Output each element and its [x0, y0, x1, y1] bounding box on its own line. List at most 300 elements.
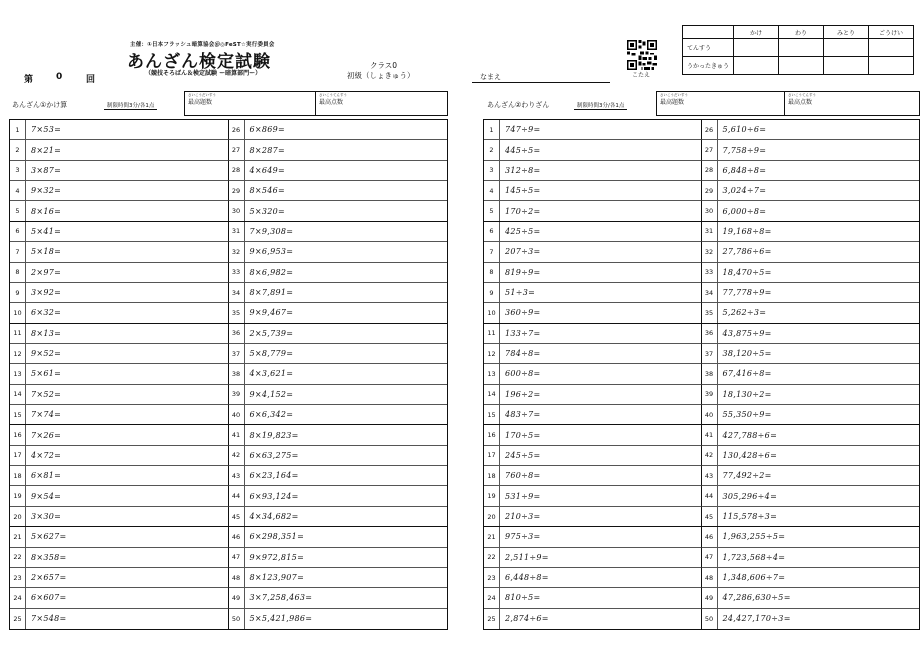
problem-number: 3 [484, 161, 500, 180]
problem-row[interactable] [484, 588, 702, 608]
problem-expression: 77,492÷2= [722, 471, 772, 481]
score-table [682, 25, 914, 75]
problem-expression: 1,348,606÷7= [722, 573, 786, 583]
problem-number: 1 [484, 120, 500, 139]
problem-row[interactable] [702, 364, 920, 384]
problem-expression: 245÷5= [505, 450, 541, 460]
problem-expression: 7×52= [31, 389, 62, 399]
problem-number: 24 [484, 588, 500, 607]
best-count-label: 最高題数 [188, 99, 213, 106]
problem-number: 30 [702, 201, 718, 220]
problem-expression: 9×6,953= [249, 247, 294, 257]
problem-row[interactable] [702, 466, 920, 486]
problem-expression: 170÷2= [505, 206, 541, 216]
problem-row[interactable] [702, 344, 920, 364]
problem-row[interactable] [702, 161, 920, 181]
problem-number: 9 [484, 283, 500, 302]
problem-number: 39 [229, 385, 245, 404]
problem-row[interactable] [229, 364, 448, 384]
problem-row[interactable] [702, 568, 920, 588]
problem-expression: 6,448÷8= [505, 573, 549, 583]
problem-row[interactable] [484, 527, 702, 547]
problem-row[interactable] [229, 548, 448, 568]
problem-number: 5 [484, 201, 500, 220]
problem-number: 19 [484, 486, 500, 505]
problem-row[interactable] [484, 161, 702, 181]
problem-number: 42 [229, 446, 245, 465]
problem-row[interactable] [10, 568, 229, 588]
score-cell[interactable] [869, 39, 914, 57]
problem-expression: 1,963,255÷5= [722, 532, 786, 542]
problem-number: 37 [229, 344, 245, 363]
problem-row[interactable] [10, 405, 229, 425]
score-cell[interactable] [869, 57, 914, 75]
problem-row[interactable] [702, 303, 920, 323]
problem-expression: 207÷3= [505, 247, 541, 257]
problem-row[interactable] [10, 120, 229, 140]
problem-expression: 6×81= [31, 471, 62, 481]
problem-expression: 5×627= [31, 532, 67, 542]
score-col-header: かけ [734, 26, 779, 39]
problem-expression: 7×9,308= [249, 226, 294, 236]
problem-row[interactable] [229, 527, 448, 547]
problem-row[interactable] [229, 324, 448, 344]
problem-expression: 196÷2= [505, 389, 541, 399]
problem-row[interactable] [484, 548, 702, 568]
problem-expression: 6×63,275= [249, 450, 299, 460]
problem-number: 45 [229, 507, 245, 526]
problem-number: 46 [229, 527, 245, 546]
problem-row[interactable] [10, 303, 229, 323]
best-count-ruby: さいこうだいすう [188, 93, 216, 97]
problem-number: 16 [484, 425, 500, 444]
problem-number: 44 [702, 486, 718, 505]
problem-expression: 2×657= [31, 573, 67, 583]
problem-number: 32 [702, 242, 718, 261]
problem-row[interactable] [229, 568, 448, 588]
problem-number: 8 [484, 263, 500, 282]
problem-expression: 445÷5= [505, 145, 541, 155]
problem-row[interactable] [10, 385, 229, 405]
problem-row[interactable] [484, 425, 702, 445]
score-col-header: みとり [824, 26, 869, 39]
problem-expression: 2×5,739= [249, 328, 294, 338]
problem-number: 21 [484, 527, 500, 546]
best-score-cell[interactable] [316, 92, 447, 115]
problem-row[interactable] [10, 161, 229, 181]
problem-row[interactable] [10, 283, 229, 303]
problem-number: 24 [10, 588, 26, 607]
problem-number: 36 [229, 324, 245, 343]
problem-number: 49 [702, 588, 718, 607]
problem-number: 33 [702, 263, 718, 282]
problem-expression: 24,427,170÷3= [722, 614, 791, 624]
problem-number: 1 [10, 120, 26, 139]
problem-expression: 305,296÷4= [722, 491, 778, 501]
problem-expression: 6×869= [249, 125, 286, 135]
problem-row[interactable] [702, 120, 920, 140]
problem-row[interactable] [229, 181, 448, 201]
problem-expression: 8×287= [249, 145, 286, 155]
page-title: あんざん検定試験 [127, 52, 271, 72]
problem-number: 41 [702, 425, 718, 444]
problem-number: 18 [10, 466, 26, 485]
problem-row[interactable] [229, 486, 448, 506]
problem-number: 6 [10, 222, 26, 241]
problem-number: 11 [10, 324, 26, 343]
problem-row[interactable] [484, 324, 702, 344]
score-cell[interactable] [779, 57, 824, 75]
problem-number: 19 [10, 486, 26, 505]
problem-number: 16 [10, 425, 26, 444]
problem-number: 29 [702, 181, 718, 200]
problem-number: 22 [484, 548, 500, 567]
problem-expression: 483÷7= [505, 410, 541, 420]
problem-expression: 51÷3= [505, 288, 536, 298]
problem-row[interactable] [484, 466, 702, 486]
problem-number: 4 [10, 181, 26, 200]
problem-row[interactable] [702, 283, 920, 303]
problem-row[interactable] [702, 527, 920, 547]
problem-expression: 18,470÷5= [722, 267, 772, 277]
score-cell[interactable] [824, 57, 869, 75]
problem-expression: 6×6,342= [249, 410, 294, 420]
problem-expression: 5×8,779= [249, 349, 294, 359]
problem-number: 31 [229, 222, 245, 241]
problem-number: 41 [229, 425, 245, 444]
problem-row[interactable] [484, 486, 702, 506]
qr-code-icon [627, 40, 657, 70]
problem-row[interactable] [702, 609, 920, 629]
time-limit-label: 制限時間3分/各1点 [104, 101, 157, 110]
problem-row[interactable] [702, 446, 920, 466]
problem-number: 40 [229, 405, 245, 424]
problem-row[interactable] [10, 344, 229, 364]
problem-expression: 427,788÷6= [722, 430, 778, 440]
problem-row[interactable] [229, 609, 448, 629]
problem-row[interactable] [484, 263, 702, 283]
score-table-corner [683, 26, 734, 39]
problem-expression: 7×26= [31, 430, 62, 440]
problem-number: 13 [484, 364, 500, 383]
problem-row[interactable] [484, 140, 702, 160]
problem-row[interactable] [229, 242, 448, 262]
score-col-header: わり [779, 26, 824, 39]
problem-grid-division [483, 119, 920, 630]
problem-row[interactable] [229, 405, 448, 425]
problem-expression: 784÷8= [505, 349, 541, 359]
problem-expression: 7×74= [31, 410, 62, 420]
problem-number: 48 [702, 568, 718, 587]
problem-row[interactable] [10, 446, 229, 466]
problem-row[interactable] [229, 466, 448, 486]
problem-number: 27 [702, 140, 718, 159]
problem-number: 35 [229, 303, 245, 322]
best-score-cell[interactable] [785, 92, 919, 115]
problem-number: 47 [702, 548, 718, 567]
problem-row[interactable] [10, 588, 229, 608]
problem-row[interactable] [10, 609, 229, 629]
problem-row[interactable] [229, 425, 448, 445]
problem-row[interactable] [702, 201, 920, 221]
problem-expression: 5×320= [249, 206, 286, 216]
problem-number: 46 [702, 527, 718, 546]
problem-number: 50 [702, 609, 718, 629]
problem-expression: 5×41= [31, 226, 62, 236]
problem-expression: 1,723,568÷4= [722, 552, 786, 562]
problem-expression: 6,000÷8= [722, 206, 767, 216]
problem-number: 18 [484, 466, 500, 485]
problem-row[interactable] [484, 181, 702, 201]
problem-expression: 8×16= [31, 206, 62, 216]
problem-expression: 6×298,351= [249, 532, 305, 542]
problem-expression: 8×7,891= [249, 288, 294, 298]
problem-number: 17 [10, 446, 26, 465]
problem-expression: 18,130÷2= [722, 389, 772, 399]
problem-row[interactable] [10, 527, 229, 547]
problem-expression: 6×607= [31, 593, 67, 603]
problem-row[interactable] [484, 222, 702, 242]
problem-row[interactable] [484, 242, 702, 262]
session-suffix: 回 [86, 75, 96, 85]
problem-row[interactable] [229, 507, 448, 527]
problem-row[interactable] [484, 344, 702, 364]
problem-expression: 4×72= [31, 450, 62, 460]
problem-row[interactable] [702, 242, 920, 262]
problem-row[interactable] [702, 486, 920, 506]
problem-expression: 360÷9= [505, 308, 541, 318]
problem-row[interactable] [229, 140, 448, 160]
problem-expression: 4×34,682= [249, 512, 299, 521]
problem-expression: 8×19,823= [249, 430, 299, 440]
problem-row[interactable] [229, 385, 448, 405]
session-prefix: 第 [24, 75, 34, 85]
problem-expression: 3,024÷7= [722, 186, 767, 196]
problem-row[interactable] [229, 263, 448, 283]
problem-row[interactable] [484, 507, 702, 527]
best-count-ruby: さいこうだいすう [660, 93, 688, 97]
problem-expression: 425÷5= [505, 226, 541, 236]
problem-expression: 7×548= [31, 614, 67, 624]
problem-row[interactable] [10, 201, 229, 221]
problem-expression: 6×23,164= [249, 471, 299, 481]
problem-number: 23 [484, 568, 500, 587]
problem-row[interactable] [702, 548, 920, 568]
problem-row[interactable] [10, 425, 229, 445]
problem-row[interactable] [10, 242, 229, 262]
problem-row[interactable] [484, 568, 702, 588]
problem-row[interactable] [10, 486, 229, 506]
answer-label: こたえ [632, 72, 651, 79]
problem-expression: 67,416÷8= [722, 369, 772, 379]
problem-row[interactable] [10, 466, 229, 486]
problem-row[interactable] [229, 201, 448, 221]
problem-expression: 55,350÷9= [722, 410, 772, 420]
problem-number: 42 [702, 446, 718, 465]
problem-number: 2 [10, 140, 26, 159]
problem-row[interactable] [229, 120, 448, 140]
name-label: なまえ [480, 73, 501, 81]
problem-number: 25 [484, 609, 500, 629]
problem-row[interactable] [702, 588, 920, 608]
page-subtitle: （競技そろばん＆検定試験 ー暗算部門ー） [145, 70, 262, 77]
problem-number: 27 [229, 140, 245, 159]
problem-number: 8 [10, 263, 26, 282]
problem-number: 43 [702, 466, 718, 485]
problem-expression: 8×546= [249, 186, 286, 196]
problem-number: 26 [702, 120, 718, 139]
problem-number: 29 [229, 181, 245, 200]
best-score-label: 最高点数 [788, 99, 813, 106]
problem-expression: 6×93,124= [249, 491, 299, 501]
problem-number: 20 [484, 507, 500, 526]
best-score-label: 最高点数 [319, 99, 344, 106]
problem-expression: 5,262÷3= [722, 308, 767, 318]
best-count-cell[interactable] [657, 92, 785, 115]
problem-expression: 6×32= [31, 308, 62, 318]
problem-number: 39 [702, 385, 718, 404]
score-cell[interactable] [734, 57, 779, 75]
problem-row[interactable] [10, 181, 229, 201]
problem-row[interactable] [229, 344, 448, 364]
problem-row[interactable] [10, 222, 229, 242]
problem-row[interactable] [484, 364, 702, 384]
problem-row[interactable] [229, 161, 448, 181]
problem-number: 40 [702, 405, 718, 424]
problem-number: 5 [10, 201, 26, 220]
problem-row[interactable] [484, 609, 702, 629]
problem-number: 6 [484, 222, 500, 241]
best-count-cell[interactable] [185, 92, 316, 115]
problem-row[interactable] [702, 181, 920, 201]
problem-number: 23 [10, 568, 26, 587]
problem-row[interactable] [702, 324, 920, 344]
problem-expression: 5×18= [31, 247, 62, 257]
problem-row[interactable] [229, 446, 448, 466]
problem-number: 12 [484, 344, 500, 363]
problem-row[interactable] [702, 222, 920, 242]
problem-row[interactable] [229, 588, 448, 608]
problem-expression: 8×13= [31, 328, 62, 338]
problem-expression: 4×649= [249, 165, 286, 175]
problem-row[interactable] [702, 385, 920, 405]
problem-number: 37 [702, 344, 718, 363]
problem-row[interactable] [702, 263, 920, 283]
problem-row[interactable] [229, 222, 448, 242]
problem-expression: 9×9,467= [249, 308, 294, 318]
problem-number: 47 [229, 548, 245, 567]
best-score-ruby: さいこうてんすう [788, 93, 816, 97]
problem-row[interactable] [229, 283, 448, 303]
score-cell[interactable] [734, 39, 779, 57]
problem-number: 45 [702, 507, 718, 526]
problem-number: 7 [10, 242, 26, 261]
problem-number: 15 [10, 405, 26, 424]
problem-number: 4 [484, 181, 500, 200]
problem-row[interactable] [10, 364, 229, 384]
problem-row[interactable] [702, 507, 920, 527]
section-title-multiplication: あんざん①かけ算 [12, 101, 68, 109]
problem-expression: 3×92= [31, 288, 62, 298]
problem-grid-multiplication [9, 119, 448, 630]
section-title-division: あんざん②わりざん [487, 101, 550, 109]
problem-number: 43 [229, 466, 245, 485]
problem-row[interactable] [484, 446, 702, 466]
problem-number: 31 [702, 222, 718, 241]
problem-row[interactable] [484, 405, 702, 425]
score-col-header: ごうけい [869, 26, 914, 39]
problem-expression: 9×32= [31, 186, 62, 196]
problem-expression: 5×5,421,986= [249, 614, 313, 624]
problem-expression: 2×97= [31, 267, 62, 277]
best-record-box [656, 91, 920, 116]
problem-row[interactable] [484, 201, 702, 221]
level-label: 初級（しょきゅう） [347, 71, 415, 80]
problem-row[interactable] [484, 385, 702, 405]
name-field[interactable] [472, 82, 610, 83]
problem-number: 10 [484, 303, 500, 322]
problem-row[interactable] [10, 140, 229, 160]
problem-expression: 7×53= [31, 125, 62, 135]
problem-number: 35 [702, 303, 718, 322]
problem-row[interactable] [10, 548, 229, 568]
problem-expression: 38,120÷5= [722, 349, 772, 359]
problem-number: 2 [484, 140, 500, 159]
problem-expression: 6,848÷8= [722, 165, 767, 175]
problem-row[interactable] [10, 507, 229, 527]
problem-row[interactable] [10, 263, 229, 283]
problem-number: 7 [484, 242, 500, 261]
problem-number: 38 [702, 364, 718, 383]
organizer-text: 主催：①日本フラッシュ暗算協会＠◎FeST☆実行委員会 [130, 42, 275, 48]
problem-row[interactable] [702, 405, 920, 425]
problem-number: 36 [702, 324, 718, 343]
problem-expression: 47,286,630÷5= [722, 593, 791, 603]
problem-number: 32 [229, 242, 245, 261]
problem-number: 22 [10, 548, 26, 567]
problem-expression: 27,786÷6= [722, 247, 772, 257]
problem-row[interactable] [10, 324, 229, 344]
problem-number: 48 [229, 568, 245, 587]
problem-row[interactable] [484, 120, 702, 140]
problem-expression: 5,610÷6= [722, 125, 767, 135]
problem-number: 3 [10, 161, 26, 180]
problem-expression: 8×123,907= [249, 573, 305, 583]
problem-number: 15 [484, 405, 500, 424]
problem-number: 34 [229, 283, 245, 302]
problem-expression: 3×7,258,463= [249, 593, 313, 603]
problem-row[interactable] [484, 283, 702, 303]
problem-expression: 9×54= [31, 491, 62, 501]
problem-number: 25 [10, 609, 26, 629]
problem-expression: 4×3,621= [249, 369, 294, 379]
problem-expression: 3×87= [31, 165, 62, 175]
problem-expression: 9×972,815= [249, 552, 305, 562]
problem-number: 17 [484, 446, 500, 465]
score-cell[interactable] [779, 39, 824, 57]
problem-row[interactable] [702, 425, 920, 445]
problem-number: 28 [702, 161, 718, 180]
problem-row[interactable] [484, 303, 702, 323]
problem-expression: 819÷9= [505, 267, 541, 277]
problem-row[interactable] [702, 140, 920, 160]
problem-number: 21 [10, 527, 26, 546]
problem-row[interactable] [229, 303, 448, 323]
problem-number: 44 [229, 486, 245, 505]
problem-number: 33 [229, 263, 245, 282]
problem-expression: 8×358= [31, 552, 67, 562]
score-cell[interactable] [824, 39, 869, 57]
